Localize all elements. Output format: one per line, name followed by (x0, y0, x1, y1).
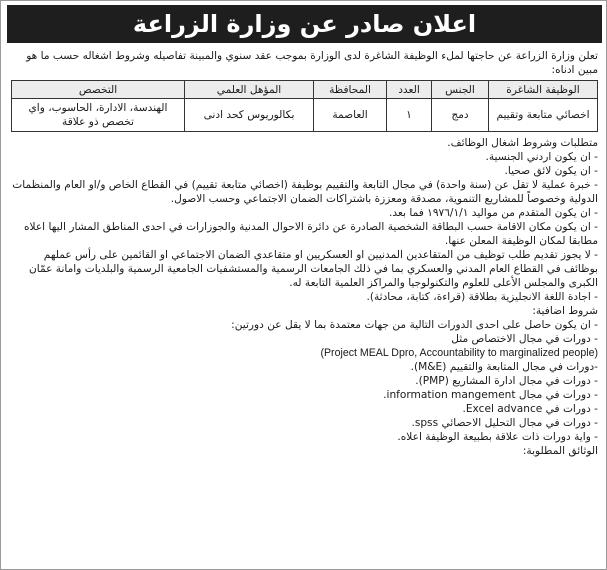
page-bottom-edge (1, 563, 606, 569)
course-item: - دورات في مجال الاختصاص مثل (451, 333, 598, 345)
col-header-job: الوظيفة الشاغرة (489, 81, 598, 99)
cell-specialization: الهندسة، الادارة، الحاسوب، واي تخصص ذو علاقة (12, 99, 185, 132)
announcement-body (11, 49, 598, 458)
course-item: - دورات في مجال information mangement. (383, 389, 598, 401)
job-table-header-row (12, 81, 598, 99)
table-row (12, 99, 598, 132)
cell-governorate: العاصمة (314, 99, 387, 132)
cell-qualification: بكالوريوس كحد ادنى (185, 99, 314, 132)
intro-paragraph: تعلن وزارة الزراعة عن حاجتها لملء الوظيفة الشاغرة لدى الوزارة بموجب عقد سنوي والمبينة تفاصيله وشروط اشغاله حسب ما هو مبين ادناه: (26, 50, 598, 76)
course-item: - واية دورات ذات علاقة بطبيعة الوظيفة اعلاه. (397, 431, 598, 443)
cell-count: ١ (387, 99, 432, 132)
cell-gender: دمج (432, 99, 489, 132)
job-table (11, 80, 598, 132)
col-header-governorate: المحافظة (314, 81, 387, 99)
course-item: - دورات في Excel advance. (462, 403, 598, 415)
col-header-qualification: المؤهل العلمي (185, 81, 314, 99)
requirement-item: - خبرة عملية لا تقل عن (سنة واحدة) في مجال التابعة والتقييم بوظيفة (اخصائي متابعة تقييم) في القطاع الخاص و/او العام والمنظمات الدولية وخصوصاً للمشاريع التنموية، مصدقة ومعززة باشتراكات الضمان الاجتماعي وحسب الاصول. (12, 179, 598, 205)
announcement-header (7, 5, 602, 43)
requirements-heading: متطلبات وشروط اشغال الوظائف. (447, 137, 598, 149)
course-item: - دورات في مجال التحليل الاحصائي spss. (411, 417, 598, 429)
additional-conditions-heading: شروط اضافية: (532, 305, 598, 317)
requirement-item: - ان يكون المتقدم من مواليد ١٩٧٦/١/١ فما بعد. (388, 207, 598, 219)
condition-item: - ان يكون حاصل على احدى الدورات التالية من جهات معتمدة بما لا يقل عن دورتين: (231, 319, 598, 331)
announcement-title: اعلان صادر عن وزارة الزراعة (132, 10, 477, 38)
col-header-count: العدد (387, 81, 432, 99)
cell-job: اخصائي متابعة وتقييم (489, 99, 598, 132)
course-item: -دورات في مجال المتابعة والتقييم (M&E). (410, 361, 598, 373)
requirement-item: - ان يكون لائق صحيا. (504, 165, 598, 177)
col-header-specialization: التخصص (12, 81, 185, 99)
requirement-item: - ان يكون اردني الجنسية. (485, 151, 598, 163)
documents-heading: الوثائق المطلوبة: (522, 445, 598, 457)
course-item-english: (Project MEAL Dpro, Accountability to marginalized people) (320, 347, 598, 359)
requirement-item: - اجادة اللغة الانجليزية بطلاقة (قراءة، كتابة، محادثة). (366, 291, 598, 303)
requirement-item: - لا يجوز تقديم طلب توظيف من المتقاعدين المدنيين او العسكريين او متقاعدي الضمان الاجتماعي او القائمين على رأس عملهم بوظائف في القطاع العام المدني والعسكري بما في ذلك الجامعات الرسمية والمستشفيات الجامعية الرسمية والبلديات وامانة عمّان الكبرى والمجلس الأعلى للعلوم والتكنولوجيا والمراكز العلمية التابعة له. (28, 249, 598, 289)
course-item: - دورات في مجال ادارة المشاريع (PMP). (415, 375, 598, 387)
col-header-gender: الجنس (432, 81, 489, 99)
requirement-item: - ان يكون مكان الاقامة حسب البطاقة الشخصية الصادرة عن دائرة الاحوال المدنية والجوزارات في احدى المناطق المشار اليها اعلاه مطابقا لمكان الوظيفة المعلن عنها. (23, 221, 598, 247)
